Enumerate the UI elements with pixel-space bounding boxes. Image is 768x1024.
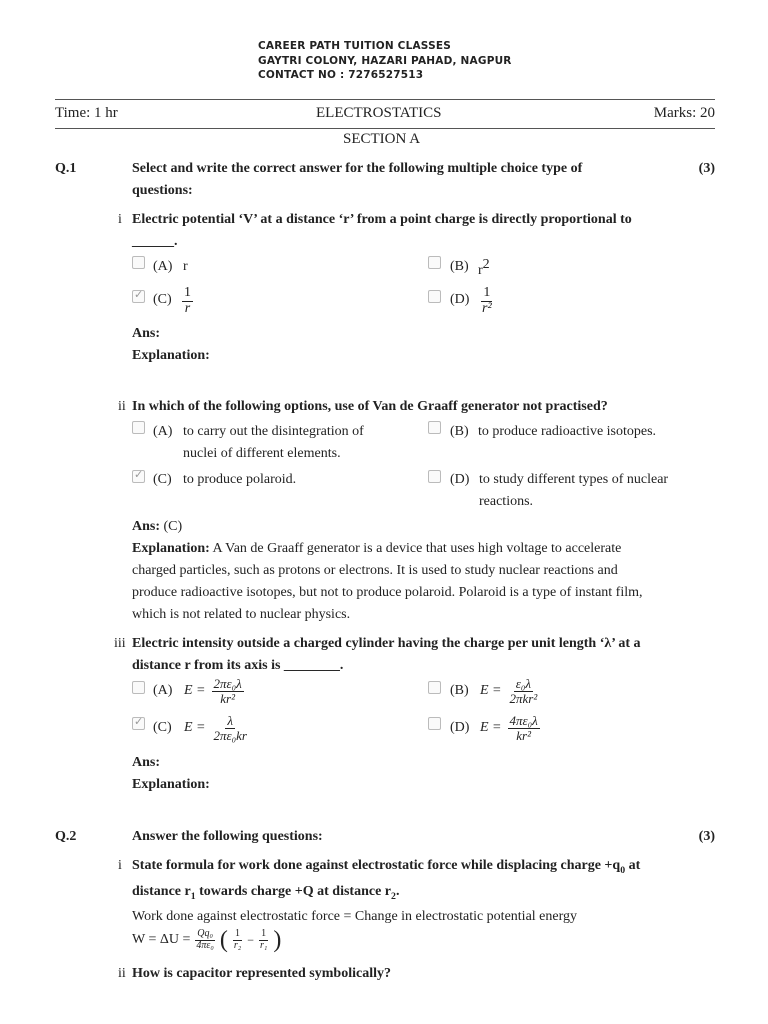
- q1-marks: (3): [698, 161, 715, 176]
- q1-i-option-b-exp: 2: [482, 257, 490, 272]
- q1-ii-answer-label: Ans:: [132, 519, 161, 534]
- q1-iii-answer-label: Ans:: [132, 755, 161, 770]
- q1-i-c-num: 1: [184, 285, 191, 300]
- q1-i-roman: i: [118, 212, 122, 227]
- q2-i-t1-den: r₂: [233, 939, 242, 951]
- q1-iii-option-c-formula: [184, 714, 249, 742]
- q1-i-explanation-label: Explanation:: [132, 348, 210, 363]
- q2-i-text-a2: at: [625, 858, 641, 873]
- q2-i-f-den: 4πε₀: [196, 939, 214, 951]
- q2-i-text-b-sub2: 2: [391, 890, 396, 902]
- subject-title: ELECTROSTATICS: [316, 105, 442, 121]
- q1-i-option-b-value: [478, 257, 490, 278]
- q1-i-option-a-label: (A): [153, 259, 173, 274]
- bottom-rule: [55, 128, 715, 129]
- q2-i-text-a1: State formula for work done against electrostatic force while displacing charge +q: [132, 858, 621, 873]
- q2-text: Answer the following questions:: [132, 829, 323, 844]
- q2-i-formula-lhs: W = ΔU =: [132, 932, 191, 947]
- q1-ii-answer: [132, 519, 182, 535]
- q1-i-option-b-label: (B): [450, 259, 469, 274]
- q2-i-text-line1: [132, 858, 640, 876]
- q2-ii-text: How is capacitor represented symbolically?: [132, 966, 391, 981]
- q1-ii-option-b-checkbox[interactable]: [428, 421, 441, 434]
- q1-iii-option-d-formula: [480, 714, 540, 742]
- q1-iii-option-b-formula: [480, 677, 539, 705]
- q1-i-option-c-checkbox[interactable]: [132, 290, 145, 303]
- q1-i-d-num: 1: [483, 285, 491, 300]
- q1-iii-option-d-checkbox[interactable]: [428, 717, 441, 730]
- q1-iii-option-a-checkbox[interactable]: [132, 681, 145, 694]
- q1-iii-d-num: 4πε₀λ: [509, 713, 538, 728]
- q2-i-f-num: Qq₀: [197, 928, 213, 939]
- top-rule: [55, 99, 715, 100]
- q1-iii-b-lhs: E =: [480, 683, 502, 699]
- q2-i-text-line2: [132, 884, 399, 902]
- section-title: SECTION A: [343, 131, 421, 147]
- q1-iii-a-lhs: E =: [184, 683, 206, 699]
- q1-iii-option-b-checkbox[interactable]: [428, 681, 441, 694]
- q2-i-right-paren: ): [273, 927, 282, 953]
- q2-i-t2-num: 1: [261, 928, 267, 939]
- q1-ii-option-a-line2: nuclei of different elements.: [183, 446, 341, 461]
- q1-number: Q.1: [55, 161, 77, 176]
- q1-iii-option-a-label: (A): [153, 683, 173, 698]
- q1-i-option-c-fraction: [182, 286, 193, 316]
- q1-ii-option-c-label: (C): [153, 472, 172, 487]
- q1-i-option-d-label: (D): [450, 292, 470, 307]
- q1-i-option-d-fraction: [480, 286, 494, 316]
- q2-number: Q.2: [55, 829, 77, 844]
- q2-i-minus: −: [247, 932, 254, 947]
- q1-i-option-c-label: (C): [153, 292, 172, 307]
- q1-iii-d-lhs: E =: [480, 720, 502, 736]
- q1-ii-option-a-checkbox[interactable]: [132, 421, 145, 434]
- q1-iii-d-den: kr²: [516, 727, 532, 743]
- q1-iii-option-a-formula: [184, 677, 244, 705]
- contact-number: CONTACT NO : 7276527513: [258, 69, 424, 81]
- q1-iii-b-den: 2πkr²: [509, 690, 538, 706]
- q1-iii-text-line2: distance r from its axis is ________.: [132, 658, 344, 673]
- q1-ii-explanation-text1: A Van de Graaff generator is a device that uses high voltage to accelerate: [212, 541, 622, 556]
- q1-iii-option-b-label: (B): [450, 683, 469, 698]
- q1-iii-c-den: 2πε₀kr: [213, 727, 247, 743]
- q1-i-option-b-checkbox[interactable]: [428, 256, 441, 269]
- q1-iii-option-d-label: (D): [450, 720, 470, 735]
- q1-ii-option-d-line1: to study different types of nuclear: [479, 472, 669, 487]
- q1-iii-c-lhs: E =: [184, 720, 206, 736]
- q1-iii-option-c-checkbox[interactable]: [132, 717, 145, 730]
- q1-ii-option-c-checkbox[interactable]: [132, 470, 145, 483]
- q1-ii-explanation-line4: which is not related to nuclear physics.: [132, 607, 351, 622]
- q1-iii-a-num: 2πε₀λ: [213, 676, 242, 691]
- q1-i-c-den: r: [184, 300, 191, 316]
- q1-iii-explanation-label: Explanation:: [132, 777, 210, 792]
- q2-i-t1-num: 1: [235, 928, 240, 939]
- q2-i-roman: i: [118, 858, 122, 873]
- q1-iii-b-num: ε₀λ: [515, 676, 532, 691]
- institute-name: CAREER PATH TUITION CLASSES: [258, 40, 451, 52]
- q1-text-line2: questions:: [132, 183, 193, 198]
- q1-iii-option-c-label: (C): [153, 720, 172, 735]
- q2-ii-roman: ii: [118, 966, 126, 981]
- q2-i-t2-den: r₁: [259, 939, 268, 951]
- q1-i-option-a-value: r: [183, 259, 188, 274]
- q2-i-text-b2: towards charge +Q at distance r: [195, 884, 392, 899]
- q1-iii-text-line1: Electric intensity outside a charged cylinder having the charge per unit length ‘λ’ at a: [132, 636, 641, 651]
- q1-ii-explanation-line3: produce radioactive isotopes, but not to produce polaroid. Polaroid is a type of instant film,: [132, 585, 643, 600]
- q1-i-option-b-base: r: [478, 263, 483, 278]
- q1-ii-explanation-label: Explanation:: [132, 541, 210, 556]
- q1-ii-option-d-label: (D): [450, 472, 470, 487]
- q2-i-text-b-sub1: 1: [190, 890, 196, 902]
- q2-i-left-paren: (: [219, 927, 228, 953]
- q1-ii-option-d-line2: reactions.: [479, 494, 534, 509]
- q1-ii-explanation-line1: [132, 541, 621, 557]
- q1-ii-explanation-line2: charged particles, such as protons or electrons. It is used to study nuclear reactions and: [132, 563, 618, 578]
- q1-i-text-line1: Electric potential ‘V’ at a distance ‘r’ from a point charge is directly proportional to: [132, 212, 632, 227]
- q1-i-option-d-checkbox[interactable]: [428, 290, 441, 303]
- q1-ii-option-a-label: (A): [153, 424, 173, 439]
- q1-ii-option-d-checkbox[interactable]: [428, 470, 441, 483]
- q1-i-option-a-checkbox[interactable]: [132, 256, 145, 269]
- q2-i-text-b3: .: [395, 884, 400, 899]
- q1-iii-roman: iii: [114, 636, 126, 651]
- q1-ii-answer-value: (C): [163, 519, 183, 534]
- q1-i-d-den: r²: [482, 300, 492, 316]
- marks-label: Marks: 20: [653, 105, 715, 121]
- q2-i-text-b1: distance r: [132, 884, 191, 899]
- q1-iii-c-num: λ: [227, 713, 234, 728]
- q1-ii-option-b-label: (B): [450, 424, 469, 439]
- q2-i-answer-line1: Work done against electrostatic force = Change in electrostatic potential energy: [132, 909, 578, 924]
- q1-ii-option-b-text: to produce radioactive isotopes.: [478, 424, 657, 439]
- q1-ii-roman: ii: [118, 399, 126, 414]
- q1-ii-option-a-line1: to carry out the disintegration of: [183, 424, 364, 439]
- time-label: Time: 1 hr: [55, 105, 118, 121]
- q2-i-text-a-sub: 0: [620, 864, 626, 876]
- institute-address: GAYTRI COLONY, HAZARI PAHAD, NAGPUR: [258, 55, 512, 67]
- q2-marks: (3): [698, 829, 715, 844]
- q1-text-line1: Select and write the correct answer for the following multiple choice type of: [132, 161, 583, 176]
- q1-i-answer-label: Ans:: [132, 326, 161, 341]
- q2-i-formula: [132, 928, 281, 952]
- q1-i-text-line2: ______.: [132, 234, 178, 249]
- q1-ii-option-c-text: to produce polaroid.: [183, 472, 297, 487]
- q1-iii-a-den: kr²: [220, 690, 236, 706]
- q1-ii-text: In which of the following options, use of Van de Graaff generator not practised?: [132, 399, 608, 414]
